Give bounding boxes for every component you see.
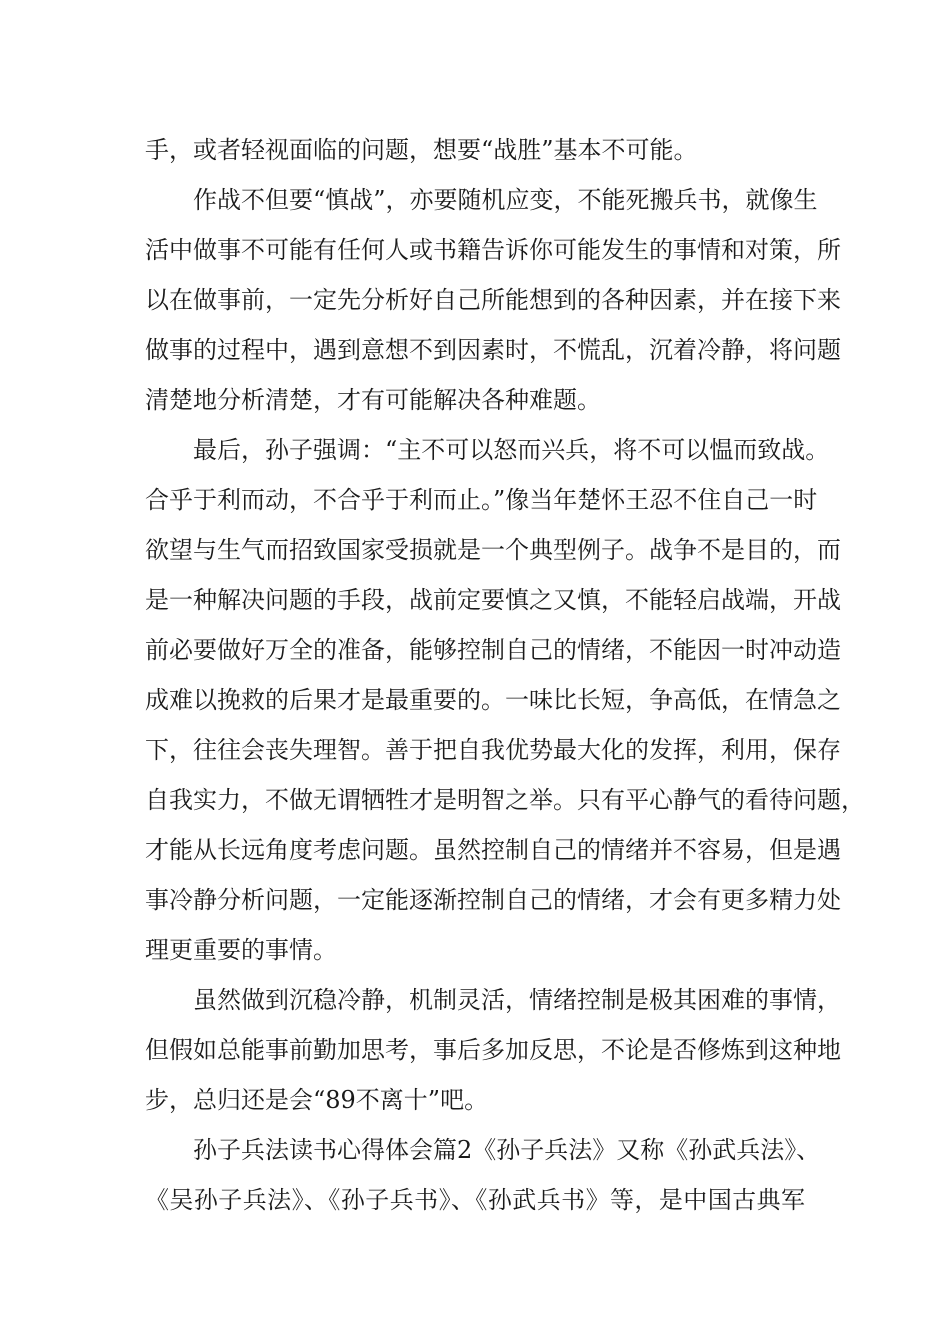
paragraph-first-line: 作战不但要“慎战”，亦要随机应变，不能死搬兵书，就像生 [193,186,818,214]
text-line: 合乎于利而动，不合乎于利而止。”像当年楚怀王忍不住自己一时 [145,486,818,514]
text-line: 做事的过程中，遇到意想不到因素时，不慌乱，沉着冷静，将问题 [145,336,841,364]
text-line: 理更重要的事情。 [145,936,337,964]
text-line: 活中做事不可能有任何人或书籍告诉你可能发生的事情和对策，所 [145,236,841,264]
paragraph-first-line: 最后，孙子强调：“主不可以怒而兴兵，将不可以愠而致战。 [193,436,830,464]
text-line: 《吴孙子兵法》、《孙子兵书》、《孙武兵书》等，是中国古典军 [145,1186,805,1214]
text-line: 下，往往会丧失理智。善于把自我优势最大化的发挥，利用，保存 [145,736,841,764]
text-line: 是一种解决问题的手段，战前定要慎之又慎，不能轻启战端，开战 [145,586,841,614]
text-line: 但假如总能事前勤加思考，事后多加反思，不论是否修炼到这种地 [145,1036,841,1064]
text-line: 前必要做好万全的准备，能够控制自己的情绪，不能因一时冲动造 [145,636,841,664]
text-line: 事冷静分析问题，一定能逐渐控制自己的情绪，才会有更多精力处 [145,886,841,914]
text-line: 自我实力，不做无谓牺牲才是明智之举。只有平心静气的看待问题， [145,786,865,814]
text-line: 欲望与生气而招致国家受损就是一个典型例子。战争不是目的，而 [145,536,841,564]
paragraph-first-line: 孙子兵法读书心得体会篇2《孙子兵法》又称《孙武兵法》、 [193,1136,821,1164]
text-line: 才能从长远角度考虑问题。虽然控制自己的情绪并不容易，但是遇 [145,836,841,864]
text-line: 步，总归还是会“89不离十”吧。 [145,1086,489,1114]
text-line: 以在做事前，一定先分析好自己所能想到的各种因素，并在接下来 [145,286,841,314]
text-line: 成难以挽救的后果才是最重要的。一味比长短，争高低，在情急之 [145,686,841,714]
text-line: 手，或者轻视面临的问题，想要“战胜”基本不可能。 [145,136,698,164]
paragraph-first-line: 虽然做到沉稳冷静，机制灵活，情绪控制是极其困难的事情， [193,986,841,1014]
text-line: 清楚地分析清楚，才有可能解决各种难题。 [145,386,601,414]
